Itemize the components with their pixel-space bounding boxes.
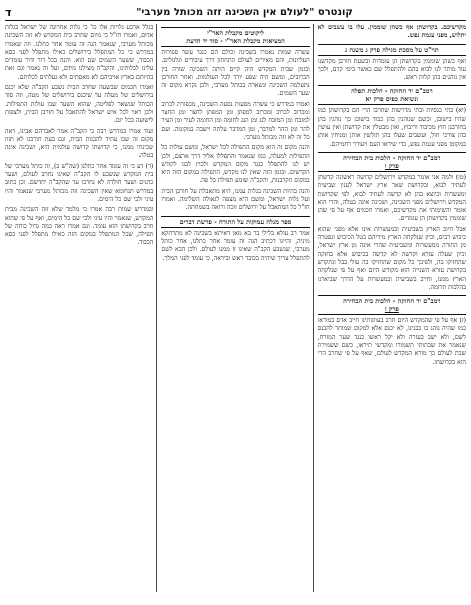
section-heading	[318, 152, 466, 172]
paragraph: ועוד אמרו במדרש רבה כי הקב"ה אמר לאברהם אבינו, ראה מקום זה שבו עתיד להבנות הבית, וגם בעת חורבנו לא תזוז שכינתי ממנו, כי קדושתו קדושה עולמית היא, ושכינה אינה בטלה.	[5, 127, 154, 160]
paragraph: ואף כשהן שוממין בקדושתן הן עומדות ובשעת חורבן מקדשנו עוד מותר לנו לבוא בהם ולהתפלל שם כאשר בימי קדם, ולכך אין נוהגים בהן קלות ראש.	[317, 57, 466, 82]
paragraph: בגלל ארבע גלויות אלו כו' כי גלות אחרונה של ישראל בגלות אדום, ואמרו חז"ל כי מיום שחרב בית המקדש לא זזה השכינה מכותל מערבי, שנאמר הנה זה עומד אחר כתלנו. וזה שאמרו במדרש כי כל המתפלל בירושלים כאילו מתפלל לפני כסא הכבוד, ששער השמים שם הוא. והנה בכל דור ודור עומדים עלינו לכלותינו, והקב"ה מצילנו מידם, ועל זה נאמר וגם זאת בהיותם בארץ אויביהם לא מאסתים ולא געלתים לכלותם.	[5, 24, 154, 81]
section-subtitle: ונשיאת כפים פרק יא	[365, 95, 419, 104]
paragraph: עשרה שמות נאמרו בשכינה וכולם הם כנגד עשר ספירות העליונות, והם מאירים לעולם התחתון דרך עיבורים וגלגולים. ובזמן שבית המקדש היה קיים היתה השכינה שורה בין הכרובים, ומשם היה שפע יורד לכל העולמות. ואחר החורבן נתעלמה השכינה ונשארה בכותל מערבי, ולכן נקרא מקום זה שער השמים.	[161, 49, 310, 98]
section-title: תוי"ט על מסכת מגילה פרק ג משנה ג	[345, 45, 439, 54]
paragraph: (ד) דע כי זה עומד אחר כתלנו (שה"ש ב), זה כותל מערבי של בית המקדש שנשבע לו הקב"ה שאינו נחרב לעולם, ושער כהנים ושער חולדה לא נחרבו עד שהקב"ה יחדשם. וכן כתוב במדרש תנחומא שאין השכינה זזה מכותל מערבי שנאמר והיו עיני ולבי שם כל הימים.	[5, 162, 154, 203]
section-subtitle: המציאות מקבלת האר"י - סוד יד הדעת	[186, 37, 285, 45]
paragraph: ואמרו חכמים שבשעה שחרב הבית נשבע הקב"ה שלא יכנס בירושלים של מעלה עד שיכנס בירושלים של מטה, וזה סוד הכותל שנשאר לפליטה, שהוא השער שבו עולות התפילות. ולכן ראוי לכל איש ישראל להתאבל על חורבן הבית, ולצפות לישועה בכל יום.	[5, 84, 154, 125]
section-title: רמב"ם יד החזקה - הלכות בית הבחירה	[343, 297, 441, 306]
paragraph: ואמרו במדרש כי עשרה מסעות נסעה השכינה, מכפורת לכרוב ומכרוב לכרוב ומכרוב למפתן ומן המפתן לחצר ומן החצר למזבח ומן המזבח לגג ומן הגג לחומה ומן החומה לעיר ומן העיר להר ומן ההר למדבר, ומן המדבר עלתה וישבה במקומה. ועם כל זה לא זזה מכותל מערבי.	[161, 100, 310, 141]
three-column-body	[5, 24, 466, 592]
section-heading	[161, 216, 309, 228]
page-number: ד	[5, 6, 12, 19]
chapter-label: פרק ו	[384, 161, 399, 170]
document-page	[5, 5, 466, 593]
column-middle	[161, 24, 313, 592]
chapter-label: פרק ז	[384, 305, 399, 314]
page-header	[5, 5, 466, 21]
column-right	[318, 24, 466, 592]
column-left	[5, 24, 157, 592]
paragraph: ובמדרש שמות רבה אמרו כי מלמד שלא זזה השכינה מבית המקדש, שנאמר והיו עיני ולבי שם כל הימים, ואף על פי שהוא חרב בקדושתו הוא עומד. וגם אמרו ראה כמה גדול כוחה של תפילה, שכל המתפלל במקום הזה כאילו מתפלל לפני כסא הכבוד.	[5, 206, 154, 247]
section-heading	[318, 295, 466, 315]
section-heading	[318, 85, 466, 105]
section-title: רמב"ם יד החזקה - הלכות בית הבחירה	[343, 153, 441, 162]
section-heading	[161, 27, 309, 47]
paragraph: (טז) ולמה אני אומר במקדש וירושלים קדושה ראשונה קדשתן לעתיד לבוא, ובקדושת שאר ארץ ישראל לענין שביעית ומעשרות וכיוצא בהן לא קדשה לעתיד לבוא, לפי שקדושת המקדש וירושלים מפני השכינה, ושכינה אינה בטלה, והרי הוא אומר והשימותי את מקדשיכם, ואמרו חכמים אף על פי שהן שוממין בקדושתן הן עומדים.	[317, 173, 466, 223]
running-title: קונטרס "לעולם אין השכינה זזה מכותל מערבי"	[136, 7, 353, 18]
paragraph: והנה מקום זה הוא מקום התפילה לכל ישראל, ומשם עולות כל התפילות למעלה, כמו שנאמר והתפללו אליך דרך ארצם, ולכן יש לנו להתפלל כנגד מקום המקדש ולכוין לבנו לקודש הקדשים. ובזמן הזה שאין לנו מקדש, התפילה במקום הזה היא במקום הקרבנות, והקב"ה שומע תפילת כל פה.	[161, 144, 310, 185]
paragraph: (יא) בתי כנסיות ובתי מדרשות שחרבו הרי הם בקדושתן כמו שהיו בישובן, וכשם שנוהגין בהן כבוד בישובן כך נוהגין בהן בחורבנן חוץ מכיבוד וריבוץ, ואין מבטלין את קדושתן ואין עושין בהן צורכי חול, ועשבים שעלו בהן תולשין אותן ומניחין אותן במקומן מפני עגמת נפש, כדי שיראו העם ויעורר רחמיהם.	[317, 107, 466, 148]
paragraph: אבל חיוב הארץ בשביעית ובמעשרות אינו אלא מפני שהוא כיבוש רבים, וכיון שנלקחה הארץ מידיהם בטל הכיבוש ונפטרה מן התורה ממעשרות ומשביעית שהרי אינה מן ארץ ישראל, וכיון שעלה עזרא וקדשה לא קדשה בכיבוש אלא בחזקה שהחזיקו בה, ולפיכך כל מקום שהחזיקו בה עולי בבל ונתקדש בקדושת עזרא השנייה הוא מקודש היום ואף על פי שנלקחה הארץ ממנו, וחייב בשביעית ובמעשרות על הדרך שביארנו בהלכות תרומה.	[317, 225, 466, 291]
section-title: ספר מגלה עמוקות על התורה - פרשת דברים	[179, 217, 292, 226]
section-title: ליקוטים מקבלת האר"י	[207, 29, 264, 37]
paragraph: (ז) אף על פי שהמקדש היום חרב בעוונותינו חייב אדם במוראו כמו שהיה נוהג בו בבנינו, לא יכנס אלא למקום שמותר להכנס לשם, ולא ישב בעזרה ולא יקל ראשו כנגד שער המזרח, שנאמר את שבתותי תשמורו ומקדשי תיראו, כשם ששמירת שבת לעולם כך מורא המקדש לעולם, שאף על פי שחרב הרי הוא בקדושתו.	[317, 317, 466, 366]
section-heading	[318, 44, 466, 56]
paragraph: והנה בהיות השכינה בגלות עמנו, היא מתאבלת על חורבן הבית ועל גלות ישראל, ומשם היא מצפה לגאולה השלימה. ואמרו חז"ל כל המתאבל על ירושלים זוכה ורואה בשמחתה.	[161, 187, 310, 212]
intro-text: מקדשיכם. בקדושתן אף כשהן שוממין. עלו בו עשבים לא יתלוש, מפני עגמת נפש.	[317, 24, 466, 40]
paragraph: אמר רב עולא בלילי בר בא מאן דאיתא בשכינה לא מתרחקא מיניה, והיינו דכתיב הנה זה עומד אחר כתלנו, אחר כותל מערבי, שנשבע הקב"ה שאינו זז ממנו לעולם. ולכן הבא לשם להתפלל צריך שיהיה בכובד ראש וביראה, כי עומד לפני המלך.	[161, 229, 310, 262]
section-title: רמב"ם יד החזקה - הלכות תפלה	[351, 87, 433, 96]
